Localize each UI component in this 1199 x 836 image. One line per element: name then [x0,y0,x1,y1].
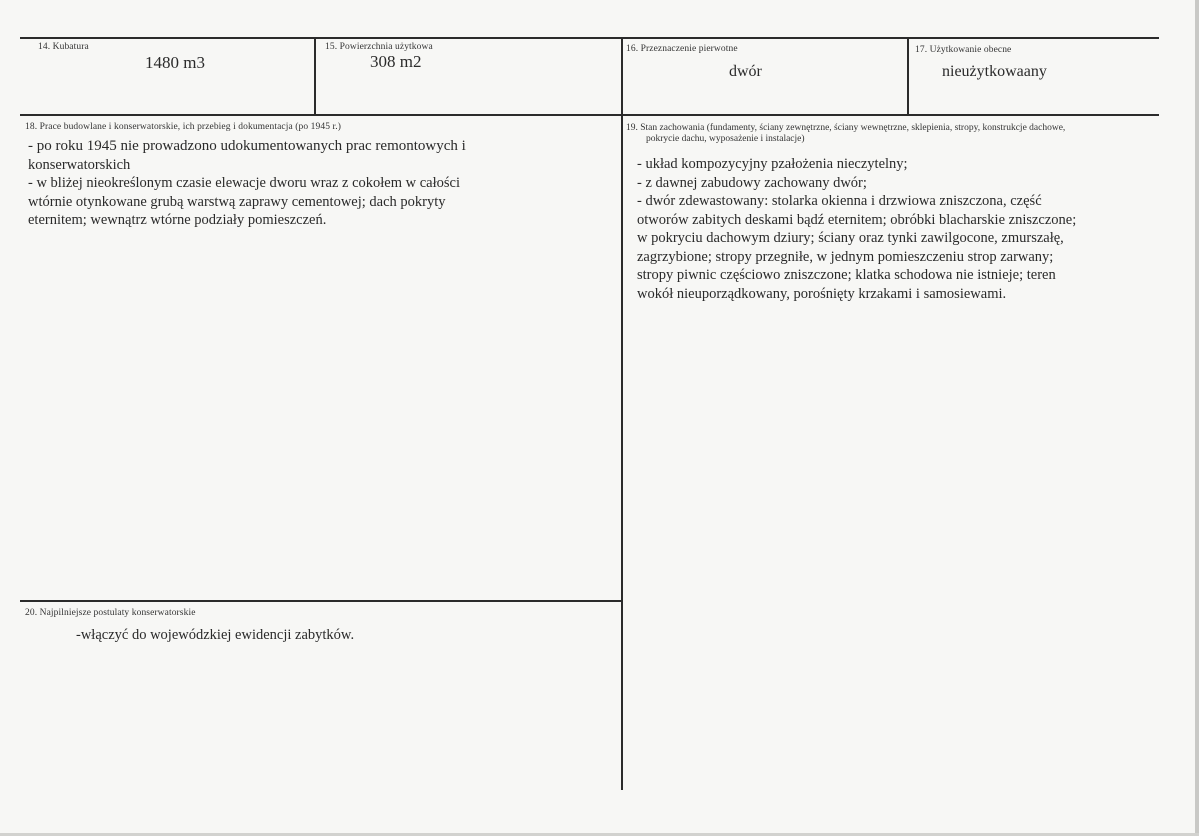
field-20-value: -włączyć do wojewódzkiej ewidencji zabytków. [76,627,355,643]
field-19-label-line: pokrycie dachu, wyposażenie i instalacje) [646,134,805,144]
field-18-line: - w bliżej nieokreślonym czasie elewacje dworu wraz z cokołem w całości [28,175,460,191]
section-20-top-rule [20,600,623,602]
scan-edge-shadow [1195,0,1199,836]
field-18-line: wtórnie otynkowane grubą warstwą zaprawy cementowej; dach pokryty [28,193,446,210]
field-19-line: zagrzybione; stropy przegniłe, w jednym pomieszczeniu strop zarwany; [637,248,1054,265]
divider-16-17 [907,37,909,116]
field-18-text [28,137,466,230]
field-19-line: - układ kompozycyjny pzałożenia nieczytelny; [637,156,908,172]
field-17-label: 17. Użytkowanie obecne [915,45,1012,55]
field-16-value: dwór [729,63,762,80]
field-19-line: - dwór zdewastowany: stolarka okienna i drzwiowa zniszczona, część [637,193,1042,209]
field-14-value: 1480 m3 [145,53,205,72]
field-19-line: - z dawnej zabudowy zachowany dwór; [637,174,867,191]
top-rule [20,37,1159,39]
field-18-line: - po roku 1945 nie prowadzono udokumentowanych prac remontowych i [28,138,466,154]
field-20-label: 20. Najpilniejsze postulaty konserwatorskie [25,608,196,618]
field-19-line: otworów zabitych deskami bądź eternitem; obróbki blacharskie zniszczone; [637,211,1077,228]
field-19-label [626,123,1065,145]
field-15-value: 308 m2 [370,52,422,71]
field-19-text [637,155,1076,303]
divider-14-15 [314,37,316,116]
field-19-line: stropy piwnic częściowo zniszczone; klatka schodowa nie istnieje; teren [637,267,1056,283]
field-18-line: konserwatorskich [28,156,131,173]
field-16-label: 16. Przeznaczenie pierwotne [626,44,738,54]
field-19-label-line: 19. Stan zachowania (fundamenty, ściany zewnętrzne, ściany wewnętrzne, sklepienia, stropy, konstrukcje dachowe, [626,123,1066,133]
field-14-label: 14. Kubatura [38,42,89,52]
field-18-label: 18. Prace budowlane i konserwatorskie, ich przebieg i dokumentacja (po 1945 r.) [25,122,342,132]
divider-15-16 [621,37,623,790]
field-19-line: wokół nieuporządkowany, porośnięty krzakami i samosiewami. [637,285,1007,302]
header-row-bottom-rule [20,114,1159,116]
field-19-line: w pokryciu dachowym dziury; ściany oraz tynki zawilgocone, zmurszałę, [637,230,1064,246]
field-15-label: 15. Powierzchnia użytkowa [325,42,433,52]
field-17-value: nieużytkowaany [942,63,1047,80]
field-18-line: eternitem; wewnątrz wtórne podziały pomieszczeń. [28,212,327,228]
